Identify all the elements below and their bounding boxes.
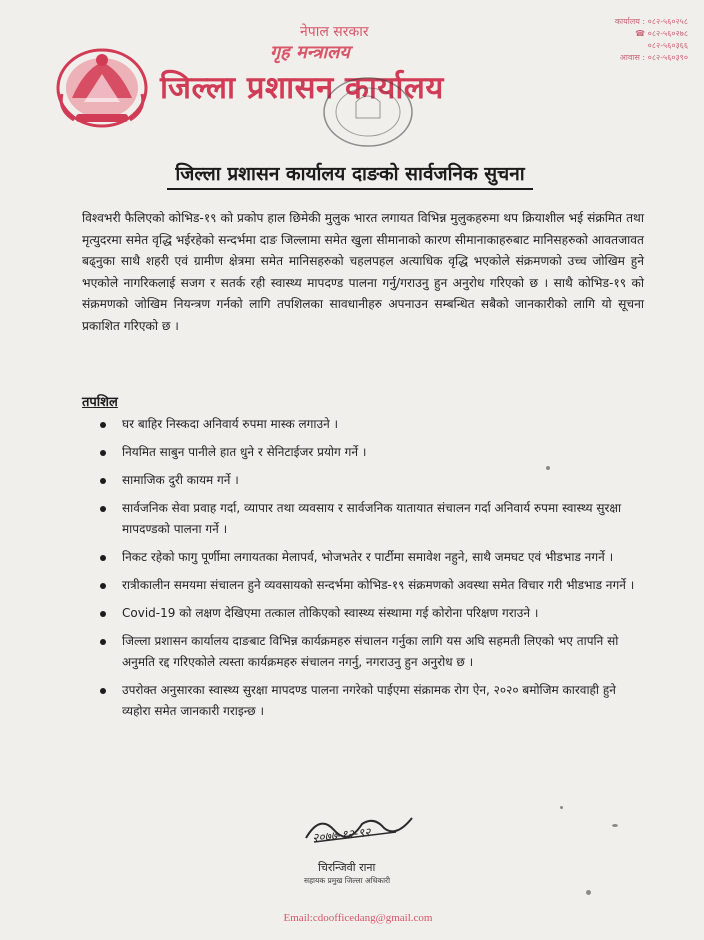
government-emblem-icon (54, 40, 150, 130)
list-item (100, 631, 640, 673)
office-name: जिल्ला प्रशासन कार्यालय (160, 70, 444, 106)
bullet-icon (100, 450, 106, 456)
notice-intro-paragraph: विश्वभरी फैलिएको कोभिड-१९ को प्रकोप हाल छिमेकी मुलुक भारत लगायत विभिन्न मुलुकहरुमा थप क्रियाशील भई संक्रमित तथा मृत्युदरमा समेत वृद्धि भईरहेको सन्दर्भमा दाङ जिल्लामा समेत खुला सीमानाको कारण सीमानाकाहरुबाट मानिसहरुको आवतजावत बढ्नुका साथै शहरी एवं ग्रामीण क्षेत्रमा समेत मानिसहरुको चहलपहल अत्याधिक वृद्धि भएकोले संक्रमणको उच्च जोखिम हुने भएकोले नागरिकलाई सजग र सतर्क रही स्वास्थ्य मापदण्ड पालना गर्नु/गराउनु हुन अनुरोध गरिएको छ । साथै कोभिड-१९ को संक्रमणको जोखिम नियन्त्रण गर्नको लागि तपशिलका सावधानीहरु अपनाउन सम्बन्धित सबैको जानकारीको लागि यो सूचना प्रकाशित गरिएको छ । (82, 211, 644, 333)
list-item-text: नियमित साबुन पानीले हात धुने र सेनिटाईजर प्रयोग गर्ने । (122, 445, 367, 459)
bullet-icon (100, 506, 106, 512)
list-item-text: घर बाहिर निस्कदा अनिवार्य रुपमा मास्क लगाउने । (122, 417, 339, 431)
contact-line: ☎ ०८२-५६०२७८ (635, 29, 688, 38)
list-item (100, 498, 640, 540)
precautions-list (100, 414, 640, 729)
office-email: Email:cdoofficedang@gmail.com (283, 912, 433, 924)
bullet-icon (100, 422, 106, 428)
government-name: नेपाल सरकार (300, 24, 369, 40)
contact-numbers (538, 16, 688, 64)
list-item-text: निकट रहेको फागु पूर्णीमा लगायतका मेलापर्व, भोजभतेर र पार्टीमा समावेश नहुने, साथै जमघट एवं भीडभाड नगर्ने । (122, 550, 614, 564)
paper-speck (612, 824, 618, 827)
list-item-text: सार्वजनिक सेवा प्रवाह गर्दा, व्यापार तथा व्यवसाय र सार्वजनिक यातायात संचालन गर्दा अनिवार्य रुपमा स्वास्थ्य सुरक्षा मापदण्डको पालना गर्ने । (122, 501, 622, 536)
list-item (100, 470, 640, 491)
list-item (100, 414, 640, 435)
list-item (100, 547, 640, 568)
bullet-icon (100, 478, 106, 484)
list-item (100, 603, 640, 624)
paper-speck (560, 806, 563, 809)
office-stamp-icon (318, 72, 418, 152)
details-heading: तपशिल (82, 395, 118, 410)
contact-line: कार्यालय : ०८२-५६०२५८ (614, 17, 688, 26)
list-item-text: सामाजिक दुरी कायम गर्ने । (122, 473, 239, 487)
bullet-icon (100, 688, 106, 694)
list-item (100, 680, 640, 722)
ministry-name: गृह मन्त्रालय (270, 42, 350, 63)
contact-line: आवास : ०८२-५६०३९० (619, 53, 688, 62)
list-item (100, 575, 640, 596)
signature-date: २०७७-१२-९२ (311, 824, 372, 846)
signatory-title: सहायक प्रमुख जिल्ला अधिकारी (304, 876, 391, 885)
list-item-text: उपरोक्त अनुसारका स्वास्थ्य सुरक्षा मापदण्ड पालना नगरेको पाईएमा संक्रामक रोग ऐन, २०२० बमोजिम कारवाही हुने व्यहोरा समेत जानकारी गराइन्छ । (122, 683, 616, 718)
list-item-text: जिल्ला प्रशासन कार्यालय दाङबाट विभिन्न कार्यक्रमहरु संचालन गर्नुका लागि यस अघि सहमती लिएको भए तापनि सो अनुमति रद्द गरिएकोले त्यस्ता कार्यक्रमहरु संचालन नगर्नु, नगराउनु हुन अनुरोध छ । (122, 634, 619, 669)
notice-title-container (120, 160, 580, 190)
list-item-text: रात्रीकालीन समयमा संचालन हुने व्यवसायको सन्दर्भमा कोभिड-१९ संक्रमणको अवस्था समेत विचार गरी भीडभाड नगर्ने । (122, 578, 635, 592)
signatory-name: चिरन्जिवी राना (318, 861, 376, 874)
paper-speck (586, 890, 591, 895)
paper-speck (546, 466, 550, 470)
bullet-icon (100, 555, 106, 561)
contact-line: ०८२-५६०३६६ (647, 41, 688, 50)
list-item (100, 442, 640, 463)
bullet-icon (100, 611, 106, 617)
list-item-text: Covid-19 को लक्षण देखिएमा तत्काल तोकिएको स्वास्थ्य संस्थामा गई कोरोना परिक्षण गराउने । (122, 606, 539, 620)
notice-title: जिल्ला प्रशासन कार्यालय दाङको सार्वजनिक सुचना (167, 160, 532, 190)
bullet-icon (100, 583, 106, 589)
bullet-icon (100, 639, 106, 645)
